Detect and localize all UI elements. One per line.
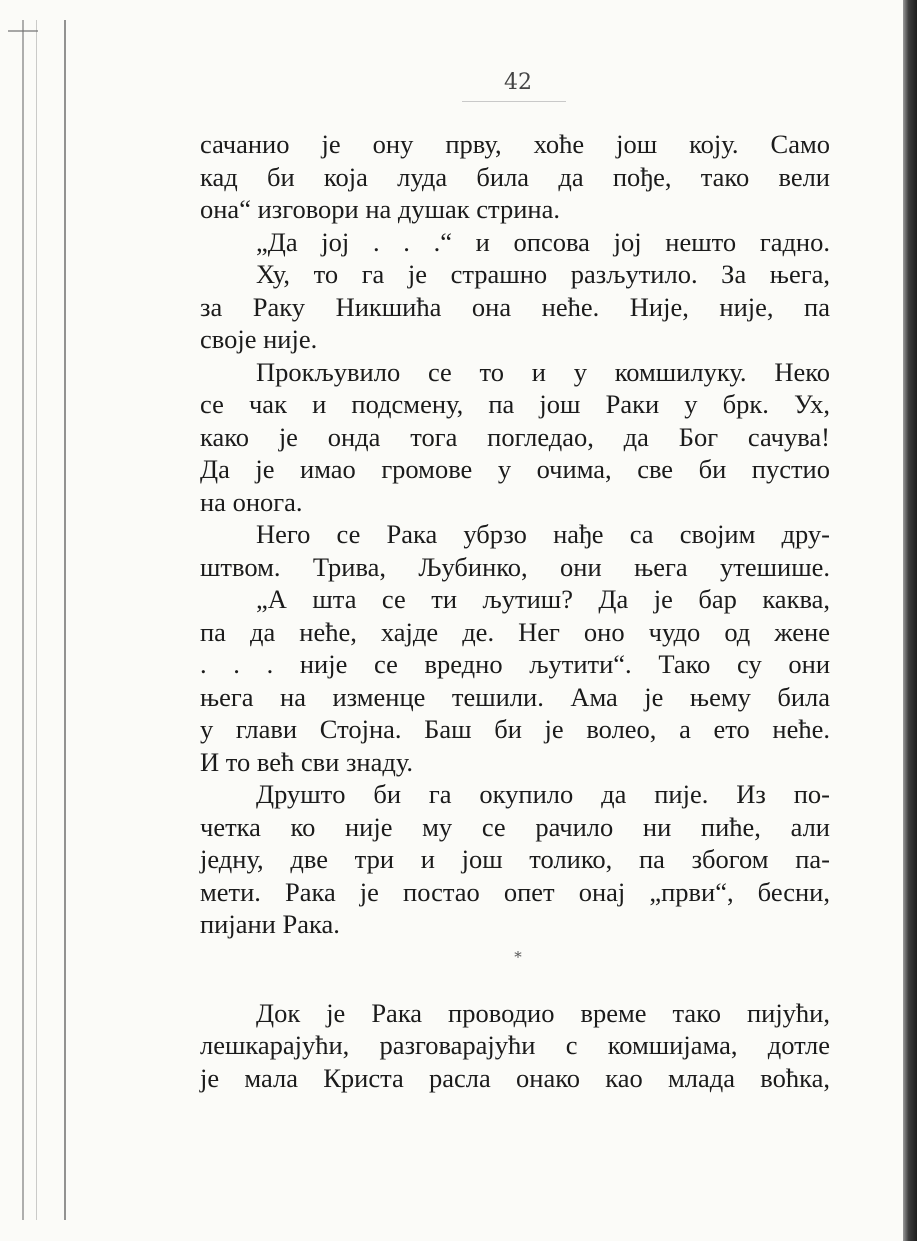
paragraph-2 <box>200 226 830 259</box>
text-line: пијани Рака. <box>200 909 340 939</box>
text-line: како је онда тога погледао, да Бог сачува! <box>200 421 830 452</box>
text-line: за Раку Никшића она неће. Није, није, па <box>200 291 830 322</box>
text-line: мети. Рака је постао опет онај „први“, бесни, <box>200 876 830 907</box>
text-line: њега на изменце тешили. Ама је њему била <box>200 681 830 712</box>
paragraph-3 <box>200 258 830 356</box>
text-line: Док је Рака проводио време тако пијући, <box>256 997 830 1028</box>
text-line: Него се Рака убрзо нађе са својим дру- <box>256 519 830 549</box>
body-text <box>200 128 830 1094</box>
text-line: И то већ сви знаду. <box>200 746 414 777</box>
text-line: се чак и подсмену, па још Раки у брк. Ух, <box>200 389 830 419</box>
text-line: штвом. Трива, Љубинко, они њега утешише. <box>200 551 830 582</box>
text-line: своје није. <box>200 324 318 354</box>
text-line: „А шта се ти љутиш? Да је бар каква, <box>256 584 830 614</box>
page-number-rule <box>462 101 566 102</box>
text-line: Ху, то га је страшно разљутило. За њега, <box>256 259 830 289</box>
text-line: је мала Криста расла онако као млада воћка, <box>200 1062 830 1093</box>
text-line: једну, две три и још толико, па збогом па- <box>200 844 830 874</box>
text-line: Да је имао громове у очима, све би пустио <box>200 454 830 484</box>
text-line: четка ко није му се рачило ни пиће, али <box>200 811 830 842</box>
paragraph-4 <box>200 356 830 519</box>
text-line: кад би која луда била да пође, тако вели <box>200 161 830 192</box>
paragraph-8 <box>200 997 830 1095</box>
text-line: па да неће, хајде де. Нег оно чудо од жене <box>200 616 830 647</box>
paragraph-6 <box>200 583 830 778</box>
paragraph-7 <box>200 778 830 941</box>
text-line: Прокљувило се то и у комшилуку. Неко <box>256 356 830 387</box>
text-line: она“ изговори на душак стрина. <box>200 194 560 224</box>
paragraph-5 <box>200 518 830 583</box>
page-left-edge <box>0 0 80 1241</box>
section-separator: * <box>514 947 522 966</box>
page-right-edge <box>903 0 917 1241</box>
text-line: „Да јој . . .“ и опсова јој нешто гадно. <box>256 226 830 257</box>
text-line: . . . није се вредно љутити“. Тако су они <box>200 649 830 679</box>
paragraph-1 <box>200 128 830 226</box>
text-line: на онога. <box>200 486 303 517</box>
text-line: сачанио је ону прву, хоће још коју. Само <box>200 129 830 159</box>
page-number: 42 <box>504 70 532 95</box>
text-line: лешкарајући, разговарајући с комшијама, дотле <box>200 1030 830 1060</box>
text-line: Друштo би га окупило да пије. Из по- <box>256 779 830 809</box>
text-line: у глави Стојна. Баш би је волео, а ето неће. <box>200 714 830 744</box>
